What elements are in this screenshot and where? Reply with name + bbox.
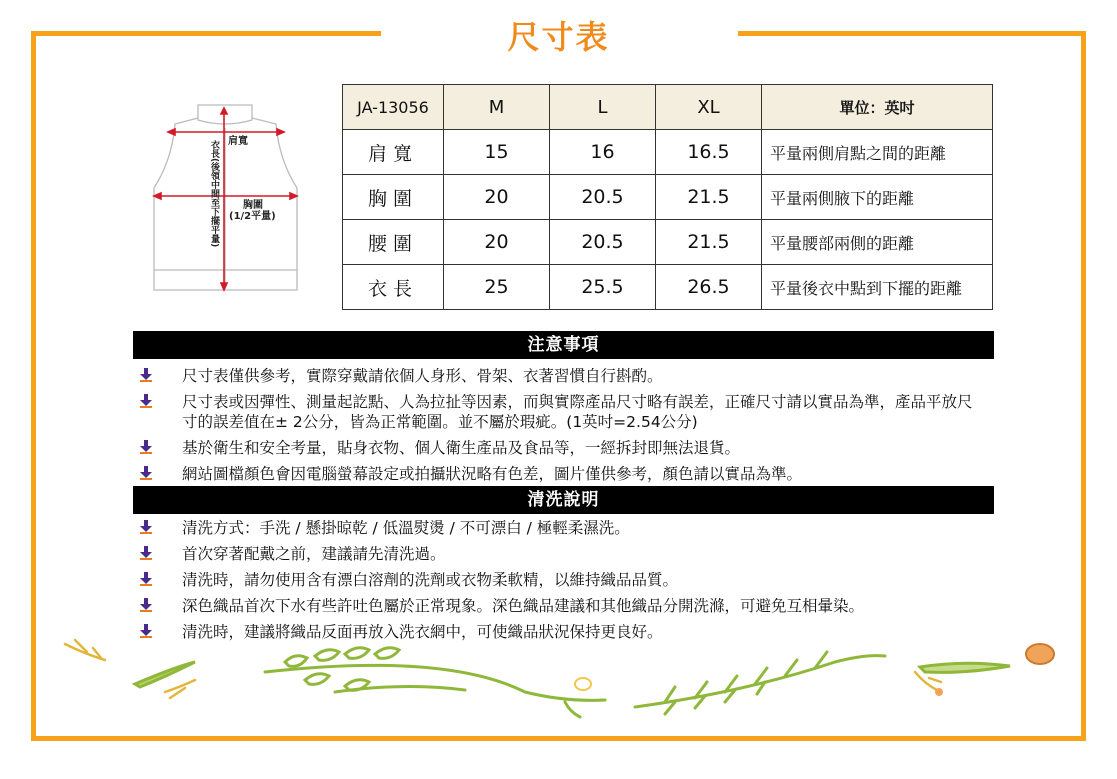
- cell-m: 20: [444, 175, 550, 220]
- size-l-header: L: [550, 85, 656, 130]
- washing-heading: 清洗說明: [133, 486, 994, 514]
- cell-desc: 平量兩側肩點之間的距離: [762, 130, 993, 175]
- row-name: 衣長: [343, 265, 444, 310]
- page-title: 尺寸表: [507, 18, 610, 56]
- arrow-down-bullet-icon: [140, 440, 152, 454]
- size-m-header: M: [444, 85, 550, 130]
- unit-header: 單位：英吋: [762, 85, 993, 130]
- arrow-down-bullet-icon: [140, 572, 152, 586]
- notice-text: 基於衛生和安全考量，貼身衣物、個人衛生產品及食品等，一經拆封即無法退貨。: [182, 439, 741, 457]
- arrow-down-bullet-icon: [140, 466, 152, 480]
- arrow-down-bullet-icon: [140, 598, 152, 612]
- list-item: [140, 438, 1032, 458]
- cell-xl: 26.5: [656, 265, 762, 310]
- cell-xl: 16.5: [656, 130, 762, 175]
- cell-desc: 平量後衣中點到下擺的距離: [762, 265, 993, 310]
- list-item: [140, 464, 1032, 484]
- arrow-down-bullet-icon: [140, 368, 152, 382]
- list-item: [140, 392, 1032, 432]
- notice-list: [140, 366, 1032, 490]
- vest-diagram: [140, 100, 310, 305]
- chest-label: 胸圍: [243, 200, 263, 211]
- cell-m: 25: [444, 265, 550, 310]
- row-name: 肩寬: [343, 130, 444, 175]
- cell-desc: 平量兩側腋下的距離: [762, 175, 993, 220]
- cell-m: 15: [444, 130, 550, 175]
- washing-text: 清洗時，建議將織品反面再放入洗衣網中，可使織品狀況保持更良好。: [182, 623, 663, 641]
- washing-text: 深色織品首次下水有些許吐色屬於正常現象。深色織品建議和其他織品分開洗滌，可避免互相暈染。: [182, 597, 865, 615]
- table-row: [343, 220, 993, 265]
- cell-l: 25.5: [550, 265, 656, 310]
- table-row: [343, 130, 993, 175]
- shoulder-label: 肩寬: [228, 136, 248, 147]
- arrow-down-bullet-icon: [140, 520, 152, 534]
- notice-heading: 注意事項: [133, 331, 994, 359]
- cell-l: 20.5: [550, 220, 656, 265]
- list-item: [140, 570, 1032, 590]
- size-table-header: [343, 85, 993, 130]
- list-item: [140, 518, 1032, 538]
- row-name: 胸圍: [343, 175, 444, 220]
- cell-xl: 21.5: [656, 175, 762, 220]
- table-row: [343, 175, 993, 220]
- washing-text: 首次穿著配戴之前，建議請先清洗過。: [182, 545, 446, 563]
- botanical-decoration: [45, 632, 1075, 732]
- size-xl-header: XL: [656, 85, 762, 130]
- arrow-down-bullet-icon: [140, 546, 152, 560]
- row-name: 腰圍: [343, 220, 444, 265]
- cell-l: 16: [550, 130, 656, 175]
- cell-l: 20.5: [550, 175, 656, 220]
- list-item: [140, 544, 1032, 564]
- notice-text: 網站圖檔顏色會因電腦螢幕設定或拍攝狀況略有色差，圖片僅供參考，顏色請以實品為準。: [182, 465, 803, 483]
- notice-text: 尺寸表僅供參考，實際穿戴請依個人身形、骨架、衣著習慣自行斟酌。: [182, 367, 663, 385]
- size-table: [342, 84, 993, 310]
- washing-text: 清洗時，請勿使用含有漂白溶劑的洗劑或衣物柔軟精，以維持織品品質。: [182, 571, 679, 589]
- cell-xl: 21.5: [656, 220, 762, 265]
- length-label: 衣長(後領中間至下擺平量): [209, 140, 219, 248]
- list-item: [140, 366, 1032, 386]
- list-item: [140, 596, 1032, 616]
- washing-list: [140, 518, 1032, 648]
- style-code: JA-13056: [343, 85, 444, 130]
- notice-text: 尺寸表或因彈性、測量起訖點、人為拉扯等因素，而與實際產品尺寸略有誤差，正確尺寸請以實品為準，產品平放尺寸的誤差值在± 2公分，皆為正常範圍。並不屬於瑕疵。(1英吋=2.54公分): [182, 393, 973, 431]
- table-row: [343, 265, 993, 310]
- chest-sub-label: (1/2平量): [229, 211, 276, 222]
- washing-text: 清洗方式：手洗 / 懸掛晾乾 / 低溫熨燙 / 不可漂白 / 極輕柔濕洗。: [182, 519, 630, 537]
- cell-m: 20: [444, 220, 550, 265]
- cell-desc: 平量腰部兩側的距離: [762, 220, 993, 265]
- arrow-down-bullet-icon: [140, 394, 152, 408]
